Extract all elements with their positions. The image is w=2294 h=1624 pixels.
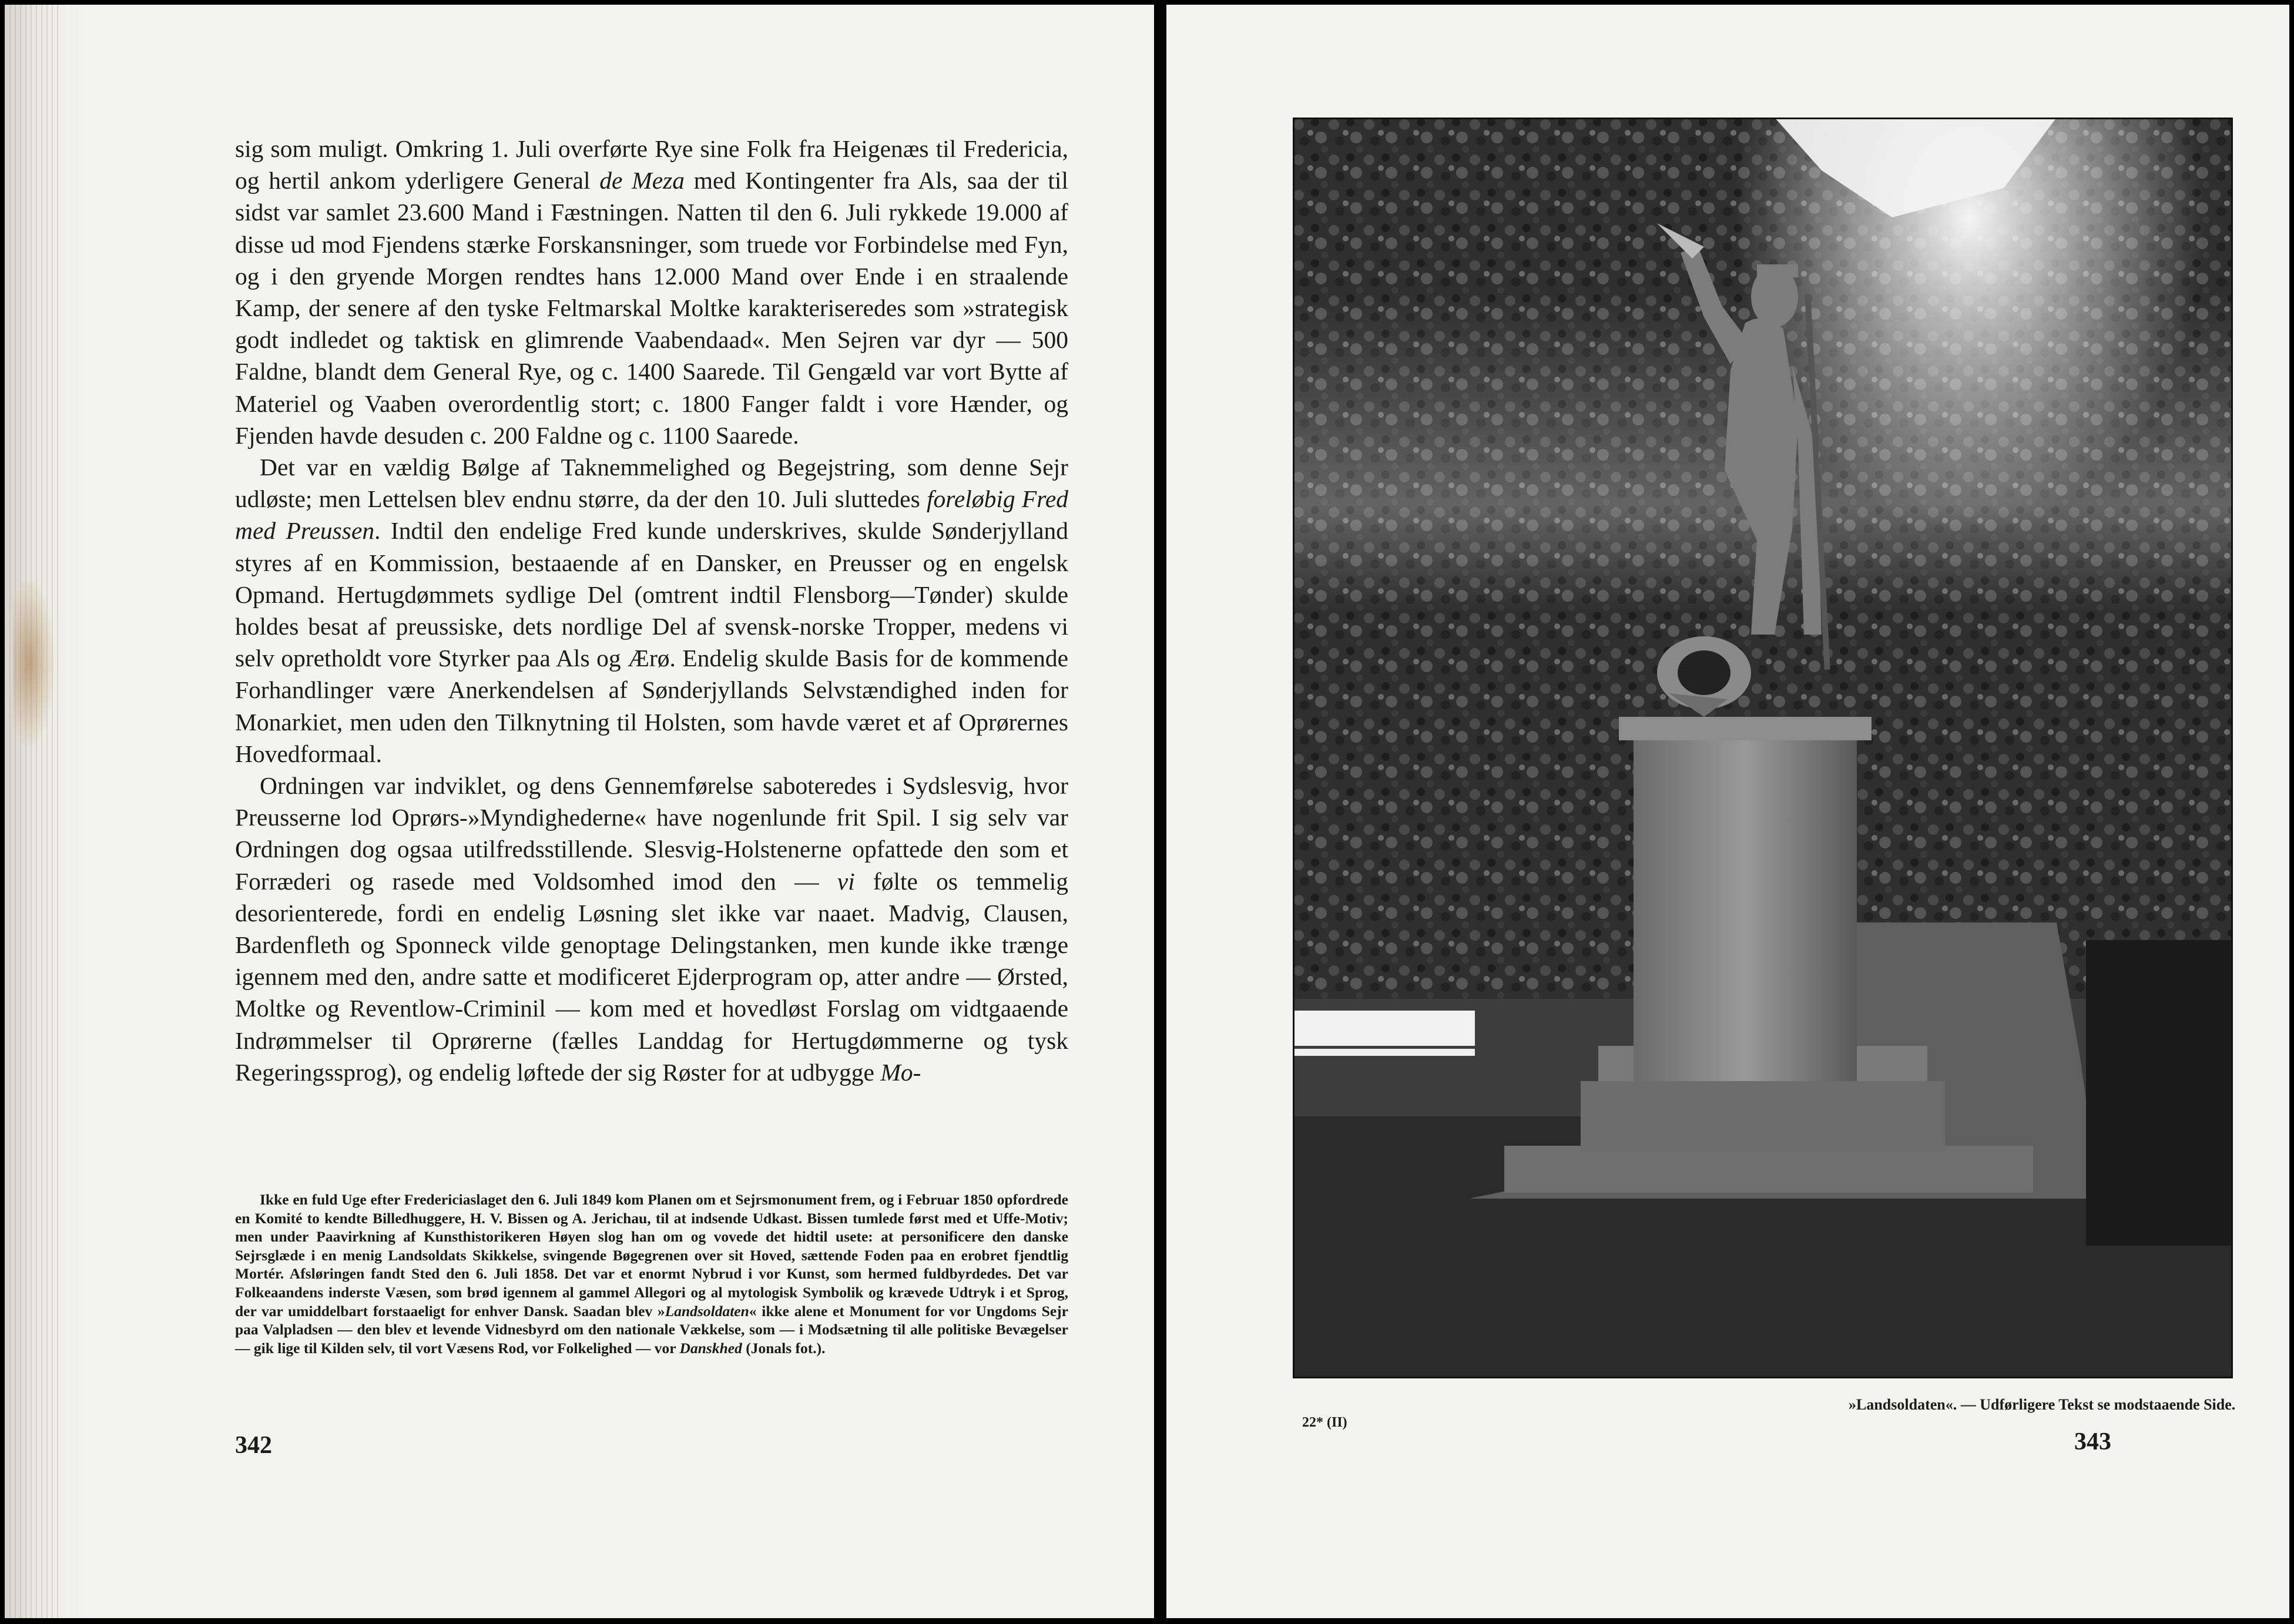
book-gutter	[1154, 0, 1166, 1624]
left-page	[5, 5, 1154, 1618]
page-number-left: 342	[235, 1432, 272, 1459]
caption-paragraph: Ikke en fuld Uge efter Fredericiaslaget den 6. Juli 1849 kom Planen om et Sejrsmonument frem, og i Februar 1850 opfordrede en Komité to kendte Billedhuggere, H. V. Bissen og A. Jerichau, til at indsende Udkast. Bissen tumlede først med et Uffe-Motiv; men under Paavirkning af Kunsthistorikeren Høyen slog han om og vovede det hidtil usete: at personificere den danske Sejrsglæde i en menig Landsoldats Skikkelse, svingende Bøgegrenen over sit Hoved, sættende Foden paa en erobret fjendtlig Mortér. Afsløringen fandt Sted den 6. Juli 1858. Det var et enormt Nybrud i vor Kunst, som hermed fuldbyrdedes. Det var Folkeaandens inderste Væsen, som brød igennem al gammel Allegori og al mytologisk Symbolik og krævede Udtryk i et Sprog, der var umiddelbart forstaaeligt for enhver Dansk. Saadan blev »Landsoldaten« ikke alene et Monument for vor Ungdoms Sejr paa Valpladsen — den blev et levende Vidnesbyrd om den nationale Vækkelse, som — i Modsætning til alle politiske Bevægelser — gik lige til Kilden selv, til vort Væsens Rod, vor Folkelighed — vor Danskhed (Jonals fot.).	[235, 1191, 1068, 1357]
printer-signature: 22* (II)	[1302, 1415, 1347, 1430]
body-text	[235, 133, 1068, 1088]
paragraph-1: sig som muligt. Omkring 1. Juli overførte Rye sine Folk fra Heigenæs til Fredericia, og hertil ankom yderligere General de Meza med Kontingenter fra Als, saa der til sidst var samlet 23.600 Mand i Fæstningen. Natten til den 6. Juli rykkede 19.000 af disse ud mod Fjendens stærke Forskansninger, som truede vor Forbindelse med Fyn, og i den gryende Morgen rendtes hans 12.000 Mand over Ende i en straalende Kamp, der senere af den tyske Feltmarskal Moltke karakteriseredes som »strategisk godt indledet og taktisk en glimrende Vaabendaad«. Men Sejren var dyr — 500 Faldne, blandt dem General Rye, og c. 1400 Saarede. Til Gengæld var vort Bytte af Materiel og Vaaben overordentlig stort; c. 1800 Fanger faldt i vore Hænder, og Fjenden havde desuden c. 200 Faldne og c. 1100 Saarede.	[235, 135, 1068, 449]
landsoldaten-photo	[1293, 118, 2233, 1378]
paper-stain	[13, 581, 54, 745]
paragraph-2: Det var en vældig Bølge af Taknemmelighed og Begejstring, som denne Sejr udløste; men Lettelsen blev endnu større, da der den 10. Juli sluttedes foreløbig Fred med Preussen. Indtil den endelige Fred kunde underskrives, skulde Sønderjylland styres af en Kommission, bestaaende af en Dansker, en Preusser og en engelsk Opmand. Hertugdømmets sydlige Del (omtrent indtil Flensborg—Tønder) skulde holdes besat af preussiske, dets nordlige Del af svensk-norske Tropper, medens vi selv opretholdt vore Styrker paa Als og Ærø. Endelig skulde Basis for de kommende Forhandlinger være Anerkendelsen af Sønderjyllands Selvstændighed inden for Monarkiet, men uden den Tilknytning til Holsten, som havde været et af Oprørernes Hovedformaal.	[235, 454, 1068, 767]
page-edge-lines	[9, 5, 62, 1618]
monument-caption	[235, 1190, 1068, 1357]
photo-caption: »Landsoldaten«. — Udførligere Tekst se modstaaende Side.	[1849, 1396, 2236, 1413]
page-number-right: 343	[2074, 1428, 2111, 1455]
paragraph-3: Ordningen var indviklet, og dens Gennemførelse saboteredes i Sydslesvig, hvor Preusserne lod Oprørs-»Myndighederne« have nogenlunde frit Spil. I sig selv var Ordningen dog ogsaa utilfredsstillende. Slesvig-Holstenerne opfattede den som et Forræderi og rasede med Voldsomhed imod den — vi følte os temmelig desorienterede, fordi en endelig Løsning slet ikke var naaet. Madvig, Clausen, Bardenfleth og Sponneck vilde genoptage Delingstanken, men kunde ikke trænge igennem med den, andre satte et modificeret Ejderprogram op, atter andre — Ørsted, Moltke og Reventlow-Criminil — kom med et hovedløst Forslag om vidtgaaende Indrømmelser til Oprørerne (fælles Landdag for Hertugdømmerne og tysk Regeringssprog), og endelig løftede der sig Røster for at udbygge Mo-	[235, 772, 1068, 1086]
